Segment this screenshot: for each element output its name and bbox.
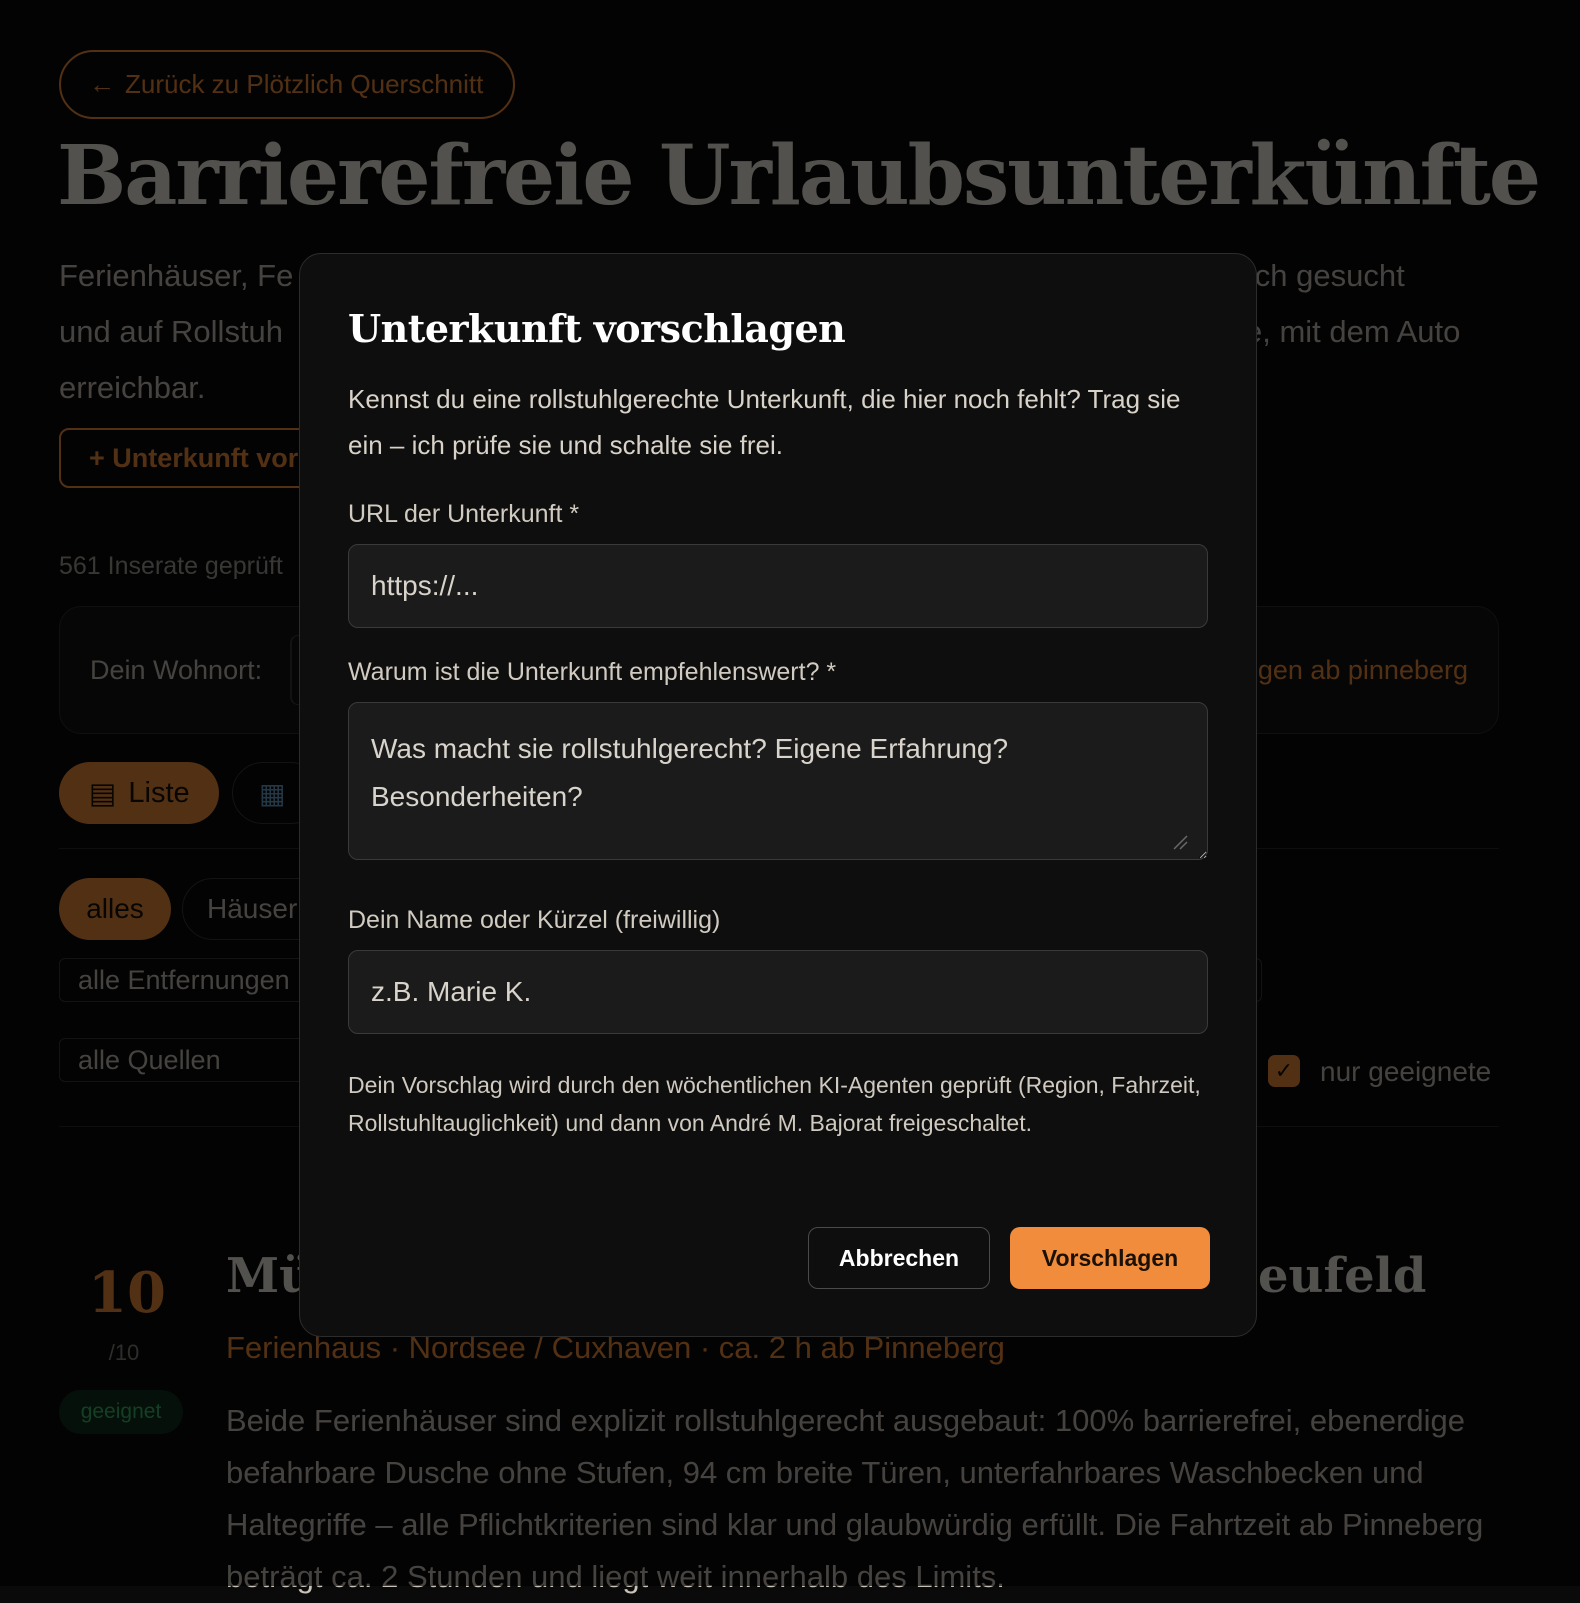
modal-note: Dein Vorschlag wird durch den wöchentlichen KI-Agenten geprüft (Region, Fahrzeit, Rollstuhltauglichkeit) und dann von André M. Bajorat freigeschaltet.	[348, 1072, 1201, 1136]
reason-textarea[interactable]	[348, 702, 1208, 860]
modal-title: Unterkunft vorschlagen	[348, 306, 846, 351]
url-input[interactable]	[348, 544, 1208, 628]
cancel-button[interactable]: Abbrechen	[808, 1227, 990, 1289]
reason-label: Warum ist die Unterkunft empfehlenswert? *	[348, 658, 837, 686]
url-label: URL der Unterkunft *	[348, 500, 580, 528]
suggest-modal	[299, 253, 1257, 1337]
modal-intro: Kennst du eine rollstuhlgerechte Unterkunft, die hier noch fehlt? Trag sie ein – ich prüfe sie und schalte sie frei.	[348, 384, 1181, 460]
name-label: Dein Name oder Kürzel (freiwillig)	[348, 906, 721, 934]
submit-button[interactable]: Vorschlagen	[1010, 1227, 1210, 1289]
name-input[interactable]	[348, 950, 1208, 1034]
